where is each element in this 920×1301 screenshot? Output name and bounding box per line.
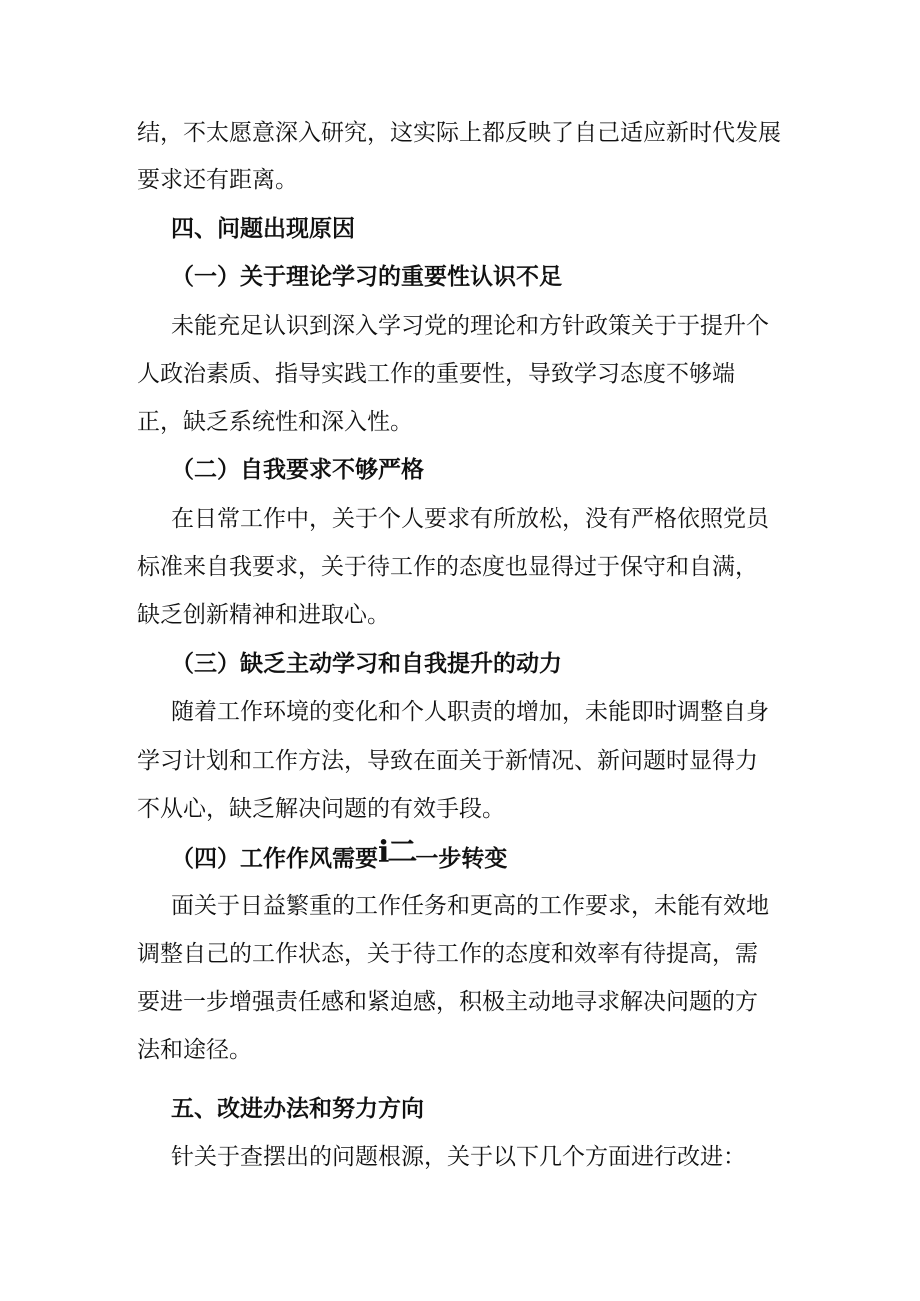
- paragraph-line: 正，缺乏系统性和深入性。: [137, 409, 413, 435]
- paragraph-line: 要求还有距离。: [137, 167, 298, 193]
- paragraph-line: 不从心，缺乏解决问题的有效手段。: [137, 796, 505, 822]
- heading-text: （四）工作作风需要: [171, 846, 378, 872]
- subsection-heading-1: （一）关于理论学习的重要性认识不足: [171, 264, 562, 290]
- paragraph-line: 学习计划和工作方法，导致在面关于新情况、新问题时显得力: [137, 748, 758, 774]
- subsection-heading-3: （三）缺乏主动学习和自我提升的动力: [171, 651, 562, 677]
- heading-odd-glyphs: i二: [378, 835, 416, 870]
- paragraph-line: 结，不太愿意深入研究，这实际上都反映了自己适应新时代发展: [137, 120, 781, 146]
- section-heading-4: 四、问题出现原因: [171, 216, 355, 242]
- paragraph-line: 法和途径。: [137, 1037, 252, 1063]
- heading-text: 一步转变: [415, 846, 508, 872]
- section-heading-5: 五、改进办法和努力方向: [171, 1096, 424, 1122]
- paragraph-line: 标准来自我要求，关于待工作的态度也显得过于保守和自满，: [137, 554, 758, 580]
- paragraph-line: 缺乏创新精神和进取心。: [137, 602, 390, 628]
- paragraph-line: 人政治素质、指导实践工作的重要性，导致学习态度不够端: [137, 361, 735, 387]
- paragraph-line: 调整自己的工作状态，关于待工作的态度和效率有待提高，需: [137, 941, 758, 967]
- paragraph-line: 面关于日益繁重的工作任务和更高的工作要求，未能有效地: [171, 893, 769, 919]
- paragraph-line: 针关于查摆出的问题根源，关于以下几个方面进行改进：: [171, 1144, 746, 1170]
- subsection-heading-4: [171, 835, 508, 875]
- paragraph-line: 在日常工作中，关于个人要求有所放松，没有严格依照党员: [171, 506, 769, 532]
- paragraph-line: 要进一步增强责任感和紧迫感，积极主动地寻求解决问题的方: [137, 989, 758, 1015]
- paragraph-line: 未能充足认识到深入学习党的理论和方针政策关于于提升个: [171, 313, 769, 339]
- subsection-heading-2: （二）自我要求不够严格: [171, 457, 424, 483]
- paragraph-line: 随着工作环境的变化和个人职责的增加，未能即时调整自身: [171, 699, 769, 725]
